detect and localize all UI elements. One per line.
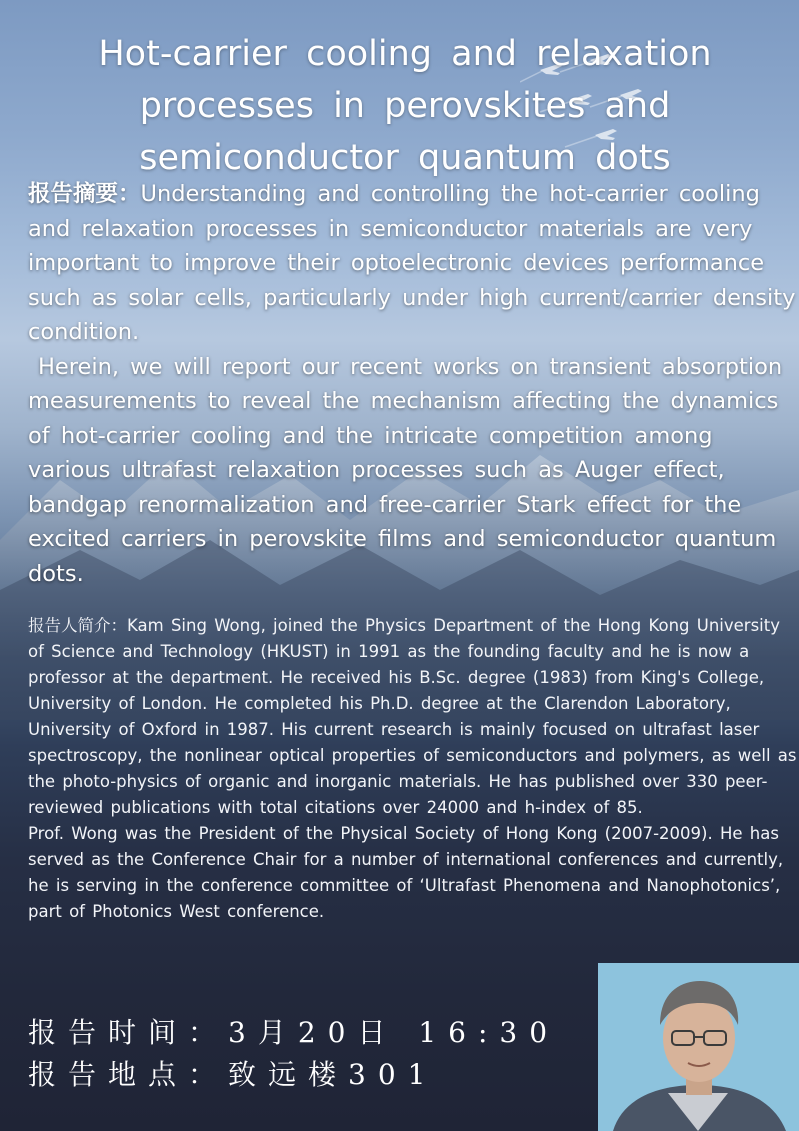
bio-paragraph-2: Prof. Wong was the President of the Physical Society of Hong Kong (2007-2009). He has served as the Conference Chair for a number of international conferences and currently, he is serving in the conference committee of ‘Ultrafast Phenomena and Nanophotonics’, part of Photonics West conference. [28,824,784,921]
abstract-section [28,177,798,591]
place-label: 报告地点： [28,1058,229,1091]
bio-label: 报告人简介： [28,616,127,635]
speaker-bio-section [28,613,798,925]
talk-title: Hot-carrier cooling and relaxation processes in perovskites and semiconductor quantum dots [98,34,712,178]
event-time-row [28,1012,559,1054]
abstract-label: 报告摘要： [28,181,141,207]
abstract-paragraph-2: Herein, we will report our recent works on transient absorption measurements to reveal the mechanism affecting the dynamics of hot-carrier cooling and the intricate competition among various ultrafast relaxation processes such as Auger effect, bandgap renormalization and free-carrier Stark effect for the excited carriers in perovskite films and semiconductor quantum dots. [28,353,783,587]
bio-paragraph-1 [28,613,798,821]
event-info [28,1012,559,1096]
place-value: 致远楼301 [228,1058,438,1091]
time-label: 报告时间： [28,1016,229,1049]
abstract-text-1: Understanding and controlling the hot-carrier cooling and relaxation processes in semiconductor materials are very important to improve their optoelectronic devices performance such as solar cells, particularly under high current/carrier density condition. [28,181,796,345]
event-place-row [28,1054,559,1096]
time-value: 3月20日 16:30 [228,1016,560,1049]
abstract-paragraph-1 [28,177,798,350]
bio-text-1: Kam Sing Wong, joined the Physics Department of the Hong Kong University of Science and Technology (HKUST) in 1991 as the founding faculty and he is now a professor at the department. He received his B.Sc. degree (1983) from King's College, University of London. He completed his Ph.D. degree at the Clarendon Laboratory, University of Oxford in 1987. His current research is mainly focused on ultrafast laser spectroscopy, the nonlinear optical properties of semiconductors and polymers, as well as the photo-physics of organic and inorganic materials. He has published over 330 peer-reviewed publications with total citations over 24000 and h-index of 85. [28,616,797,817]
speaker-photo [598,963,799,1131]
